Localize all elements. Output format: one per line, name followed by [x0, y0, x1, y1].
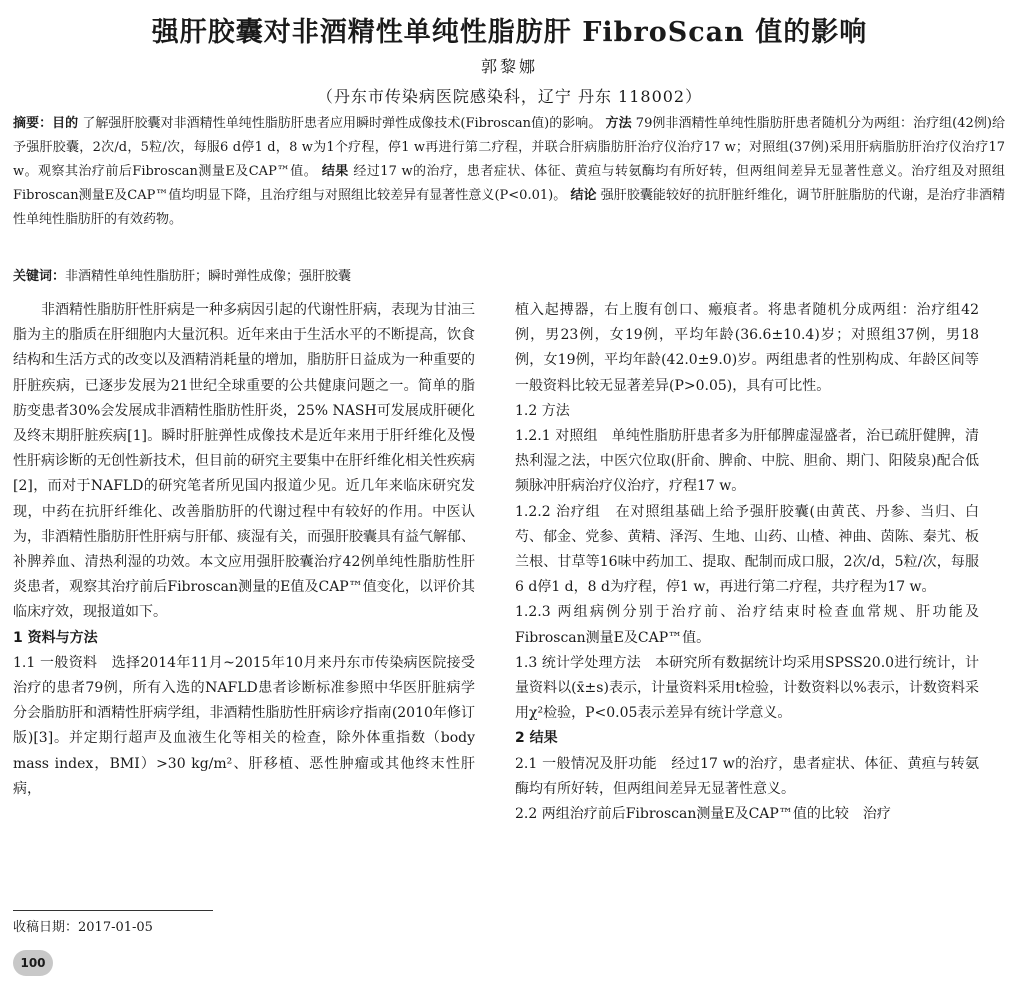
section-2-1-paragraph: 2.1 一般情况及肝功能 经过17 w的治疗，患者症状、体征、黄疸与转氨酶均有所好转，但两组间差异无显著性意义。 — [515, 755, 979, 797]
footnote-divider — [13, 910, 213, 911]
abstract-result-label: 结果 — [321, 164, 349, 179]
section-1-2-3-paragraph: 1.2.3 两组病例分别于治疗前、治疗结束时检查血常规、肝功能及Fibroscan测量E及CAP™值。 — [515, 604, 979, 646]
author-affiliation: （丹东市传染病医院感染科，辽宁 丹东 118002） — [316, 87, 703, 106]
section-1-2-heading: 1.2 方法 — [515, 402, 570, 419]
abstract-conclusion: 强肝胶囊能较好的抗肝脏纤维化，调节肝脏脂肪的代谢，是治疗非酒精性单纯性脂肪肝的有效药物。 — [13, 188, 1005, 227]
section-1-2-2-paragraph: 1.2.2 治疗组 在对照组基础上给予强肝胶囊(由黄芪、丹参、当归、白芍、郁金、党参、黄精、泽泻、生地、山药、山楂、神曲、茵陈、秦艽、板兰根、甘草等16味中药加工、提取、配制而成口服，2次/d，5粒/次，每服6 d停1 d，8 d为疗程，停1 w，再进行第二疗程，共疗程为17 w。 — [515, 503, 979, 596]
intro-paragraph: 非酒精性脂肪肝性肝病是一种多病因引起的代谢性肝病，表现为甘油三脂为主的脂质在肝细胞内大量沉积。近年来由于生活水平的不断提高，饮食结构和生活方式的改变以及酒精消耗量的增加，脂肪肝日益成为一种重要的肝脏疾病，已逐步发展为21世纪全球重要的公共健康问题之一。简单的脂肪变患者30%会发展成非酒精性脂肪性肝炎，25% NASH可发展成肝硬化及终末期肝脏疾病[1]。瞬时肝脏弹性成像技术是近年来用于肝纤维化及慢性肝病诊断的无创性新技术，但目前的研究主要集中在肝纤维化相关性疾病[2]，而对于NAFLD的研究笔者所见国内报道少见。近几年来临床研究发现，中药在抗肝纤维化、改善脂肪肝的代谢过程中有较好的作用。中医认为，非酒精性脂肪肝性肝病与肝郁、痰湿有关，而强肝胶囊具有益气解郁、补脾养血、清热利湿的功效。本文应用强肝胶囊治疗42例单纯性脂肪性肝炎患者，观察其治疗前后Fibroscan测量的E值及CAP™值变化，以评价其临床疗效，现报道如下。 — [13, 302, 475, 621]
section-1-1-text: 选择2014年11月~2015年10月来丹东市传染病医院接受治疗的患者79例，所有入选的NAFLD患者诊断标准参照中华医肝脏病学分会脂肪肝和酒精性肝病学组，非酒精性脂肪性肝病诊疗指南(2010年修订版)[3]。并定期行超声及血液生化等相关的检查，除外体重指数（body mass index，BMI）>30 kg/m²、肝移植、恶性肿瘤或其他终末性肝病， — [13, 654, 476, 797]
received-date: 收稿日期：2017-01-05 — [13, 920, 153, 935]
left-column — [13, 298, 475, 802]
page-title: 强肝胶囊对非酒精性单纯性脂肪肝 FibroScan 值的影响 — [151, 17, 868, 48]
abstract-label: 摘要：目的 — [13, 116, 79, 131]
section-1-heading: 1 资料与方法 — [13, 629, 98, 646]
right-column — [515, 298, 979, 827]
abstract-result: 经过17 w的治疗，患者症状、体征、黄疸与转氨酶均有所好转，但两组间差异无显著性意义。治疗组及对照组Fibroscan测量E及CAP™值均明显下降，且治疗组与对照组比较差异有显著性意义(P<0.01)。 — [13, 164, 1005, 203]
author-name: 郭黎娜 — [480, 57, 538, 76]
abstract — [13, 112, 1005, 232]
section-1-2-1-paragraph: 1.2.1 对照组 单纯性脂肪肝患者多为肝郁脾虚湿盛者，治已疏肝健脾，清热利湿之法，中医穴位取(肝俞、脾俞、中脘、胆俞、期门、阳陵泉)配合低频脉冲肝病治疗仪治疗，疗程17 w。 — [515, 428, 979, 495]
section-2-2-paragraph: 2.2 两组治疗前后Fibroscan测量E及CAP™值的比较 治疗 — [515, 806, 891, 823]
abstract-conclusion-label: 结论 — [570, 188, 597, 203]
continued-paragraph: 植入起搏器，右上腹有创口、瘢痕者。将患者随机分成两组：治疗组42例，男23例，女19例，平均年龄(36.6±10.4)岁；对照组37例，男18例，女19例，平均年龄(42.0±9.0)岁。两组患者的性别构成、年龄区间等一般资料比较无显著差异(P>0.05)，具有可比性。 — [515, 302, 979, 394]
keywords-label: 关键词： — [13, 269, 66, 284]
keywords-text: 非酒精性单纯性脂肪肝；瞬时弹性成像；强肝胶囊 — [65, 269, 352, 284]
abstract-method: 79例非酒精性单纯性脂肪肝患者随机分为两组：治疗组(42例)给予强肝胶囊，2次/d，5粒/次，每服6 d停1 d，8 w为1个疗程，停1 w再进行第二疗程，并联合肝病脂肪肝治疗仪治疗17 w；对照组(37例)采用肝病脂肪肝治疗仪治疗17 w。观察其治疗前后Fibroscan测量E及CAP™值。 — [13, 116, 1005, 179]
keywords — [13, 266, 1005, 288]
section-1-3-paragraph: 1.3 统计学处理方法 本研究所有数据统计均采用SPSS20.0进行统计，计量资料以(x̄±s)表示，计量资料采用t检验，计数资料以%表示，计数资料采用χ²检验，P<0.05表示差异有统计学意义。 — [515, 654, 979, 722]
abstract-purpose: 了解强肝胶囊对非酒精性单纯性脂肪肝患者应用瞬时弹性成像技术(Fibroscan值)的影响。 — [82, 116, 602, 131]
section-2-heading: 2 结果 — [515, 730, 558, 747]
page-number: 100 — [13, 950, 53, 976]
section-1-1-heading: 1.1 一般资料 — [13, 654, 98, 671]
section-1-1-paragraph — [13, 651, 475, 802]
abstract-method-label: 方法 — [605, 116, 632, 131]
